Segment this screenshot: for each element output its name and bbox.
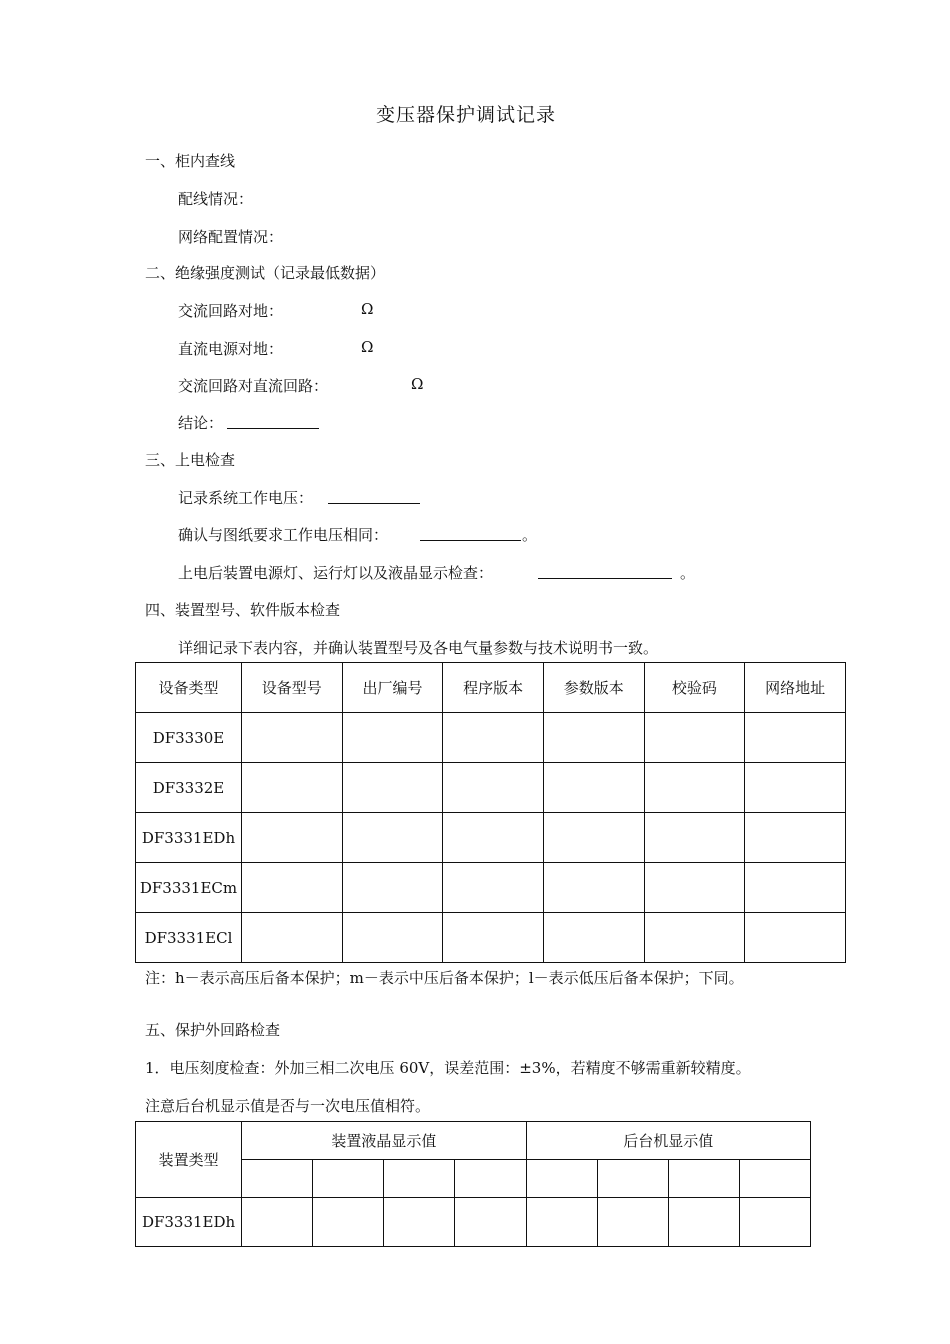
device-type-cell: DF3331EDh: [136, 1198, 242, 1247]
header-cell: 出厂编号: [342, 663, 443, 713]
confirm-voltage-blank-line[interactable]: [420, 526, 521, 541]
table-cell[interactable]: [342, 863, 443, 913]
device-type-cell: DF3331EDh: [136, 813, 242, 863]
table-cell[interactable]: [739, 1198, 810, 1247]
table-row: [136, 913, 846, 963]
table-cell[interactable]: [526, 1160, 597, 1198]
table-cell[interactable]: [242, 1160, 313, 1198]
table-cell[interactable]: [543, 763, 644, 813]
table-row: [136, 763, 846, 813]
header-cell: 装置类型: [136, 1122, 242, 1198]
section-3-heading: 三、上电检查: [145, 451, 236, 469]
section-2-heading: 二、绝缘强度测试（记录最低数据）: [145, 264, 386, 282]
table-cell[interactable]: [543, 813, 644, 863]
ac-ground-label: 交流回路对地：: [178, 302, 284, 320]
table-cell[interactable]: [384, 1198, 455, 1247]
table-cell[interactable]: [342, 713, 443, 763]
table-cell[interactable]: [597, 1198, 668, 1247]
voltage-display-table: [135, 1121, 811, 1247]
table-cell[interactable]: [745, 913, 846, 963]
table-cell[interactable]: [668, 1198, 739, 1247]
table-cell[interactable]: [644, 763, 745, 813]
table-header-row: [136, 663, 846, 713]
table-cell[interactable]: [543, 863, 644, 913]
table-header-row: [136, 1122, 811, 1160]
device-version-table: [135, 662, 846, 963]
table-cell[interactable]: [313, 1160, 384, 1198]
header-cell: 装置液晶显示值: [242, 1122, 526, 1160]
lights-check-blank-line[interactable]: [538, 564, 672, 579]
ohm-unit: Ω: [411, 375, 424, 393]
table-cell[interactable]: [745, 763, 846, 813]
wiring-label: 配线情况：: [178, 190, 254, 208]
section-4-intro: 详细记录下表内容，并确认装置型号及各电气量参数与技术说明书一致。: [178, 639, 659, 657]
table-cell[interactable]: [644, 713, 745, 763]
voltage-scale-check: 1．电压刻度检查：外加三相二次电压 60V，误差范围：±3%，若精度不够需重新较精度。: [145, 1059, 751, 1077]
table-cell[interactable]: [342, 813, 443, 863]
table-cell[interactable]: [443, 913, 544, 963]
table-cell[interactable]: [241, 913, 342, 963]
device-type-cell: DF3331ECl: [136, 913, 242, 963]
header-cell: 后台机显示值: [526, 1122, 810, 1160]
header-cell: 设备类型: [136, 663, 242, 713]
header-cell: 参数版本: [543, 663, 644, 713]
header-cell: 设备型号: [241, 663, 342, 713]
table-cell[interactable]: [443, 713, 544, 763]
section-4-heading: 四、装置型号、软件版本检查: [145, 601, 341, 619]
dc-ground-label: 直流电源对地：: [178, 340, 284, 358]
header-cell: 校验码: [644, 663, 745, 713]
table-cell[interactable]: [543, 713, 644, 763]
table-cell[interactable]: [241, 863, 342, 913]
table-cell[interactable]: [342, 763, 443, 813]
table-cell[interactable]: [443, 863, 544, 913]
device-type-cell: DF3332E: [136, 763, 242, 813]
table-cell[interactable]: [241, 763, 342, 813]
table-cell[interactable]: [526, 1198, 597, 1247]
table-row: [136, 813, 846, 863]
table-note: 注：h－表示高压后备本保护；m－表示中压后备本保护；l－表示低压后备本保护；下同。: [145, 969, 744, 987]
header-cell: 网络地址: [745, 663, 846, 713]
period: 。: [680, 564, 696, 582]
table-cell[interactable]: [745, 813, 846, 863]
table-cell[interactable]: [543, 913, 644, 963]
device-type-cell: DF3330E: [136, 713, 242, 763]
table-row: [136, 863, 846, 913]
table-cell[interactable]: [455, 1160, 526, 1198]
ohm-unit: Ω: [361, 300, 374, 318]
table-cell[interactable]: [443, 763, 544, 813]
table-cell[interactable]: [745, 713, 846, 763]
table-cell[interactable]: [443, 813, 544, 863]
table-cell[interactable]: [739, 1160, 810, 1198]
header-cell: 程序版本: [443, 663, 544, 713]
table-row: [136, 713, 846, 763]
ac-dc-label: 交流回路对直流回路：: [178, 377, 329, 395]
table-cell[interactable]: [668, 1160, 739, 1198]
table-cell[interactable]: [384, 1160, 455, 1198]
network-config-label: 网络配置情况：: [178, 228, 284, 246]
conclusion-blank-line[interactable]: [227, 414, 319, 429]
period: 。: [522, 526, 538, 544]
table-cell[interactable]: [242, 1198, 313, 1247]
table-row: [136, 1198, 811, 1247]
table-cell[interactable]: [644, 913, 745, 963]
table-cell[interactable]: [241, 813, 342, 863]
section-1-heading: 一、柜内查线: [145, 152, 236, 170]
section-5-heading: 五、保护外回路检查: [145, 1021, 281, 1039]
page-title: 变压器保护调试记录: [376, 104, 557, 126]
table-cell[interactable]: [644, 813, 745, 863]
device-type-cell: DF3331ECm: [136, 863, 242, 913]
system-voltage-label: 记录系统工作电压：: [178, 489, 314, 507]
conclusion-label: 结论：: [178, 414, 224, 432]
table-cell[interactable]: [241, 713, 342, 763]
table-cell[interactable]: [745, 863, 846, 913]
table-cell[interactable]: [644, 863, 745, 913]
system-voltage-blank-line[interactable]: [328, 489, 420, 504]
ohm-unit: Ω: [361, 338, 374, 356]
table-cell[interactable]: [455, 1198, 526, 1247]
confirm-voltage-label: 确认与图纸要求工作电压相同：: [178, 526, 389, 544]
table-cell[interactable]: [313, 1198, 384, 1247]
table-cell[interactable]: [342, 913, 443, 963]
lights-check-label: 上电后装置电源灯、运行灯以及液晶显示检查：: [178, 564, 494, 582]
table-cell[interactable]: [597, 1160, 668, 1198]
voltage-scale-note: 注意后台机显示值是否与一次电压值相符。: [145, 1097, 431, 1115]
